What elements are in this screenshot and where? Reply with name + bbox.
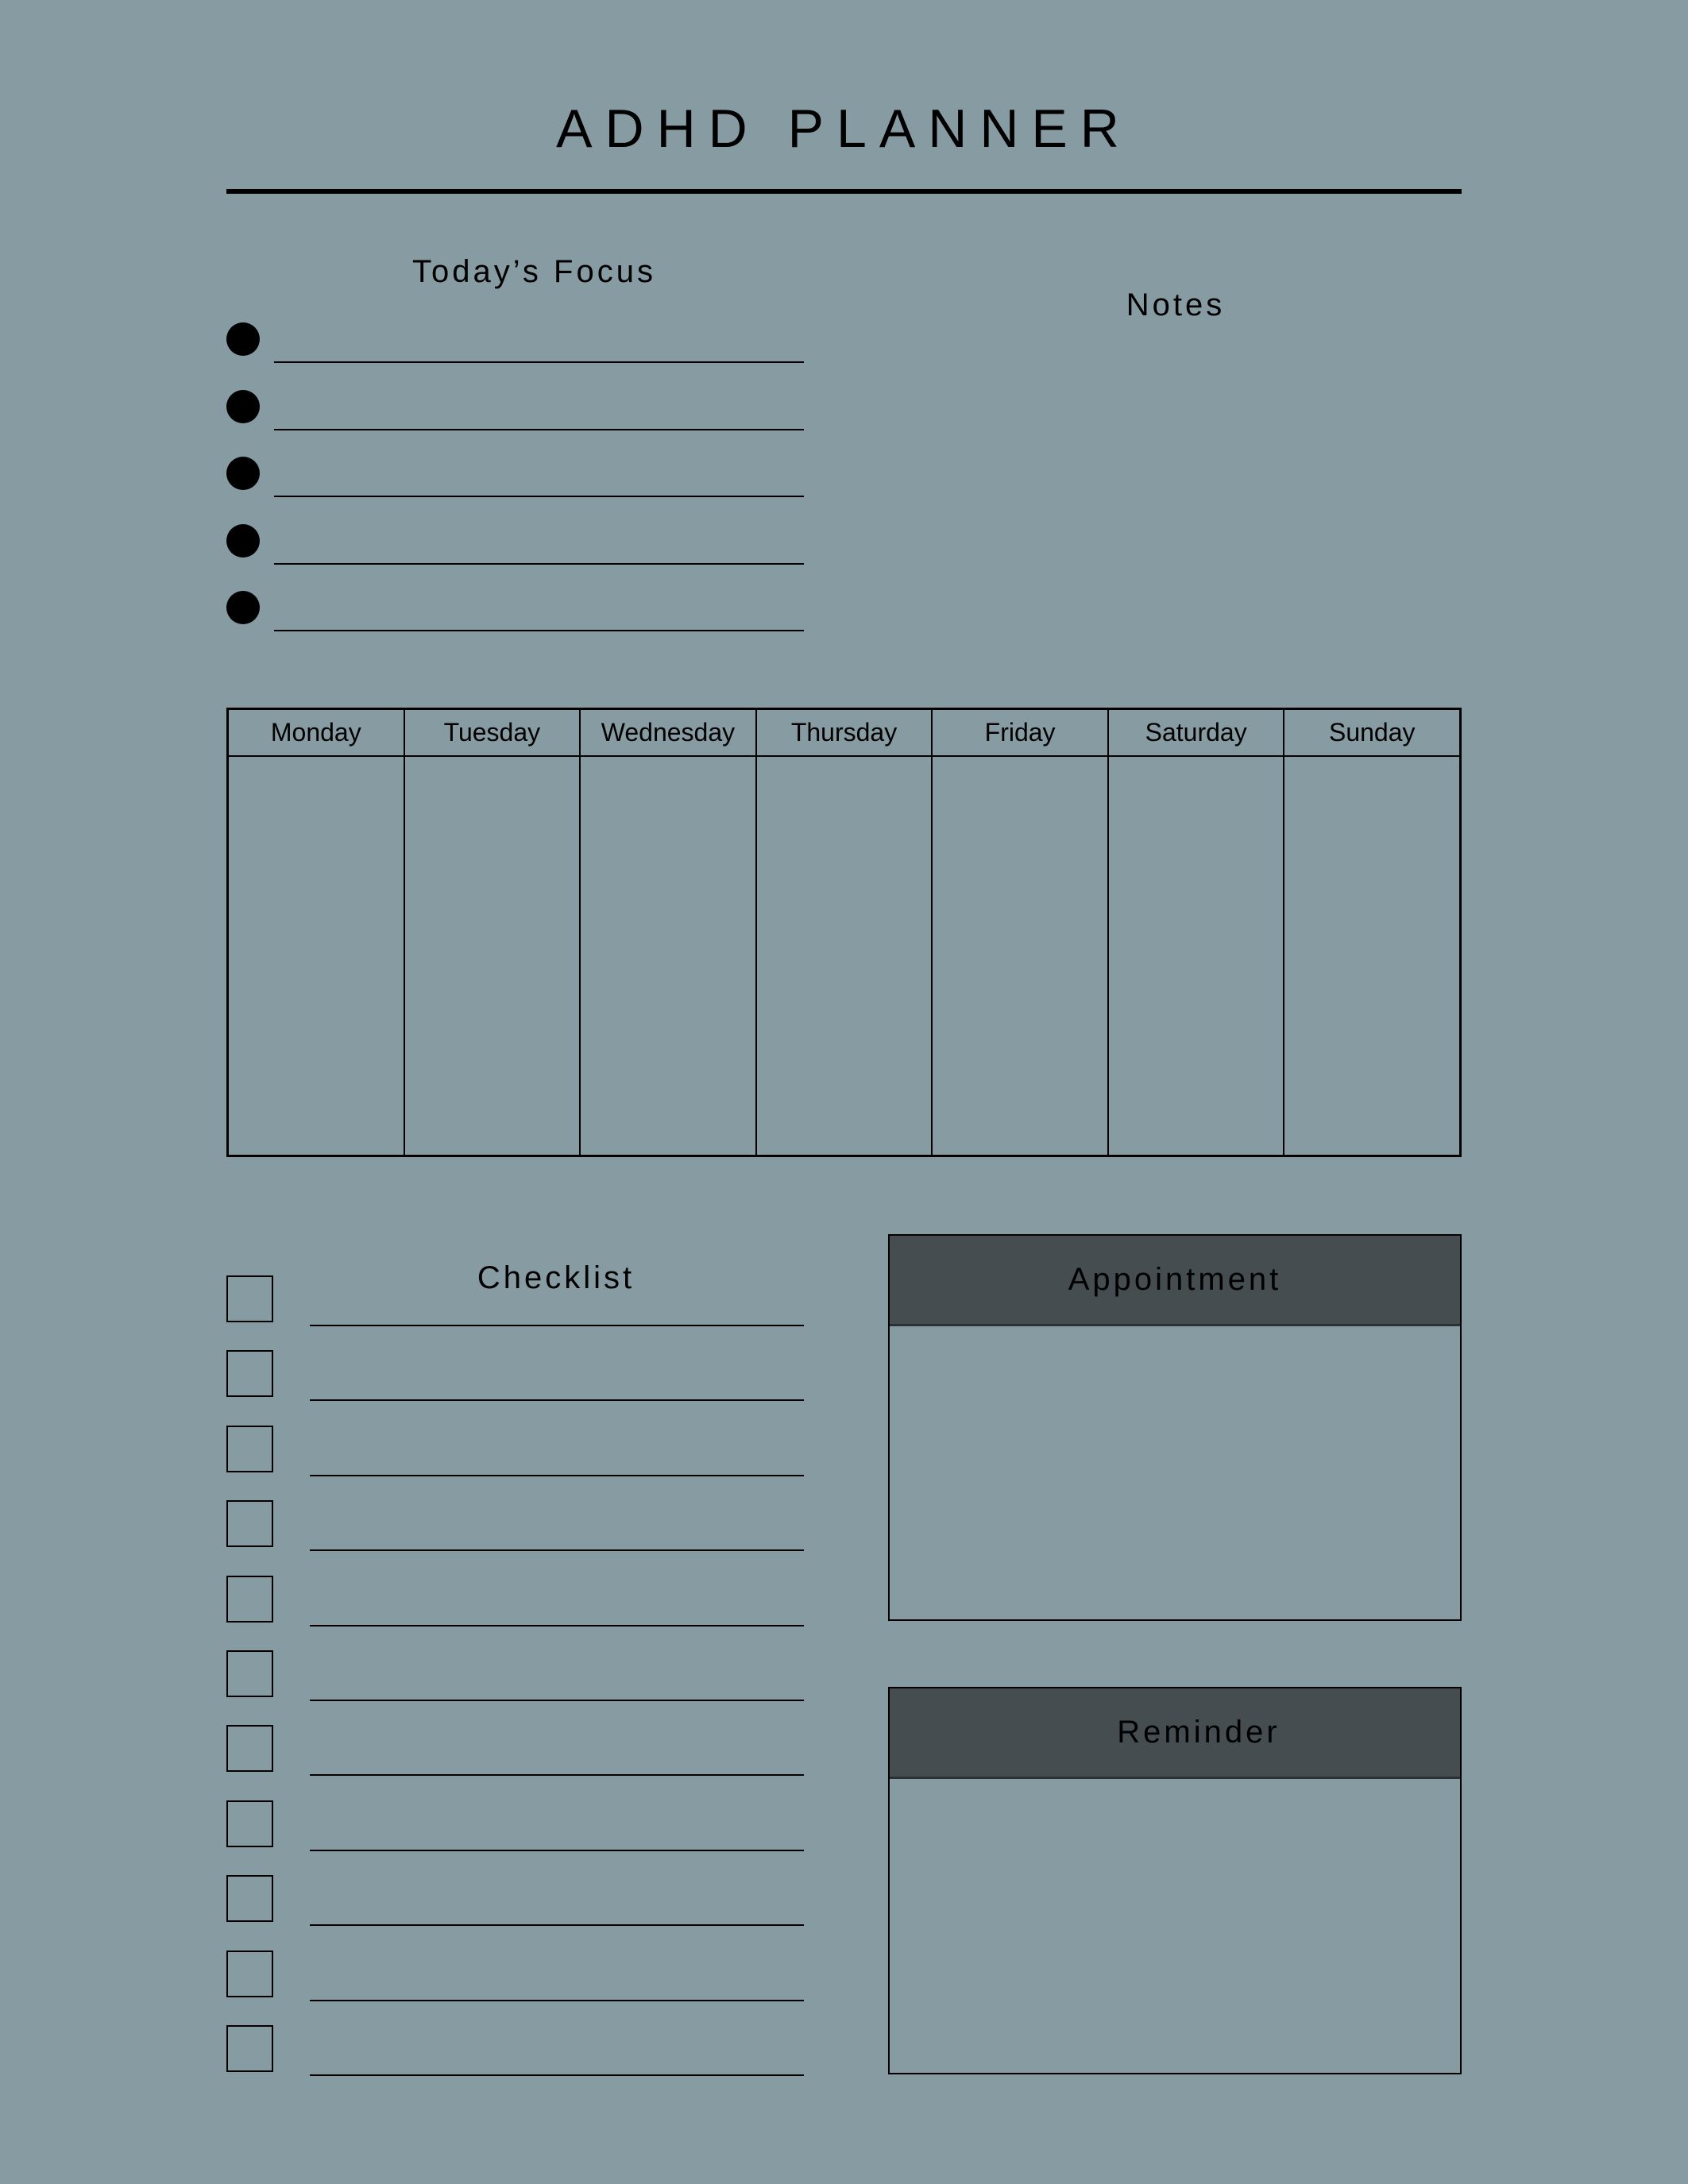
- day-cell[interactable]: [933, 757, 1107, 1155]
- checkbox[interactable]: [226, 1500, 273, 1547]
- focus-write-line: [274, 361, 804, 363]
- checklist-write-line[interactable]: [310, 1475, 804, 1476]
- appointment-heading: Appointment: [1068, 1262, 1282, 1297]
- day-header: Sunday: [1284, 710, 1459, 757]
- checklist-write-line[interactable]: [310, 1924, 804, 1926]
- todays-focus-heading: Today’s Focus: [412, 254, 656, 289]
- bullet-icon: [226, 322, 260, 356]
- checklist-item: [226, 1576, 804, 1650]
- day-column-thursday: [757, 710, 933, 1155]
- day-header: Wednesday: [581, 710, 755, 757]
- appointment-header: [890, 1236, 1460, 1326]
- day-header: Monday: [229, 710, 404, 757]
- checkbox[interactable]: [226, 1725, 273, 1772]
- focus-write-line: [274, 496, 804, 497]
- checklist-write-line[interactable]: [310, 1774, 804, 1776]
- checklist-item: [226, 1951, 804, 2025]
- checklist-item: [226, 1800, 804, 1875]
- day-cell[interactable]: [229, 757, 404, 1155]
- checkbox[interactable]: [226, 1650, 273, 1697]
- checkbox[interactable]: [226, 1875, 273, 1922]
- checkbox[interactable]: [226, 1576, 273, 1623]
- day-column-tuesday: [405, 710, 581, 1155]
- focus-write-line: [274, 630, 804, 631]
- checkbox[interactable]: [226, 1275, 273, 1322]
- checkbox[interactable]: [226, 1426, 273, 1472]
- focus-item[interactable]: [226, 452, 804, 519]
- focus-write-line: [274, 563, 804, 565]
- bullet-icon: [226, 390, 260, 423]
- checklist-write-line[interactable]: [310, 2074, 804, 2076]
- title-divider: [226, 189, 1462, 194]
- checklist-item: [226, 1275, 804, 1350]
- focus-item[interactable]: [226, 519, 804, 587]
- day-column-monday: [229, 710, 405, 1155]
- checkbox[interactable]: [226, 1800, 273, 1847]
- checklist-item: [226, 2025, 804, 2100]
- checklist-write-line[interactable]: [310, 1549, 804, 1551]
- page-title: ADHD PLANNER: [556, 98, 1132, 159]
- checklist-item: [226, 1350, 804, 1425]
- reminder-heading: Reminder: [1117, 1715, 1280, 1750]
- checklist-item: [226, 1650, 804, 1725]
- checkbox[interactable]: [226, 2025, 273, 2072]
- bullet-icon: [226, 457, 260, 490]
- focus-item[interactable]: [226, 586, 804, 654]
- checklist-write-line[interactable]: [310, 1399, 804, 1401]
- focus-write-line: [274, 429, 804, 430]
- checklist-write-line[interactable]: [310, 1325, 804, 1326]
- day-header: Friday: [933, 710, 1107, 757]
- day-header: Tuesday: [405, 710, 580, 757]
- focus-item[interactable]: [226, 385, 804, 453]
- day-column-saturday: [1109, 710, 1285, 1155]
- todays-focus-list: [226, 318, 804, 654]
- checklist-heading: Checklist: [477, 1260, 635, 1295]
- bullet-icon: [226, 524, 260, 558]
- reminder-header: [890, 1688, 1460, 1779]
- day-column-wednesday: [581, 710, 757, 1155]
- checklist-item: [226, 1500, 804, 1575]
- checklist-write-line[interactable]: [310, 1850, 804, 1851]
- focus-item[interactable]: [226, 318, 804, 385]
- checklist-item: [226, 1875, 804, 1950]
- appointment-box: [888, 1234, 1462, 1621]
- day-cell[interactable]: [405, 757, 580, 1155]
- checklist-item: [226, 1725, 804, 1800]
- checklist-write-line[interactable]: [310, 1625, 804, 1626]
- checklist-item: [226, 1426, 804, 1500]
- day-cell[interactable]: [1284, 757, 1459, 1155]
- bullet-icon: [226, 591, 260, 624]
- notes-heading: Notes: [1126, 287, 1226, 322]
- checkbox[interactable]: [226, 1350, 273, 1397]
- day-column-sunday: [1284, 710, 1459, 1155]
- day-cell[interactable]: [757, 757, 932, 1155]
- weekly-grid: [226, 708, 1462, 1157]
- day-cell[interactable]: [581, 757, 755, 1155]
- checklist: [226, 1275, 804, 2100]
- checkbox[interactable]: [226, 1951, 273, 1997]
- day-header: Thursday: [757, 710, 932, 757]
- day-header: Saturday: [1109, 710, 1284, 757]
- day-column-friday: [933, 710, 1109, 1155]
- checklist-write-line[interactable]: [310, 1700, 804, 1701]
- checklist-write-line[interactable]: [310, 2000, 804, 2001]
- reminder-box: [888, 1687, 1462, 2074]
- day-cell[interactable]: [1109, 757, 1284, 1155]
